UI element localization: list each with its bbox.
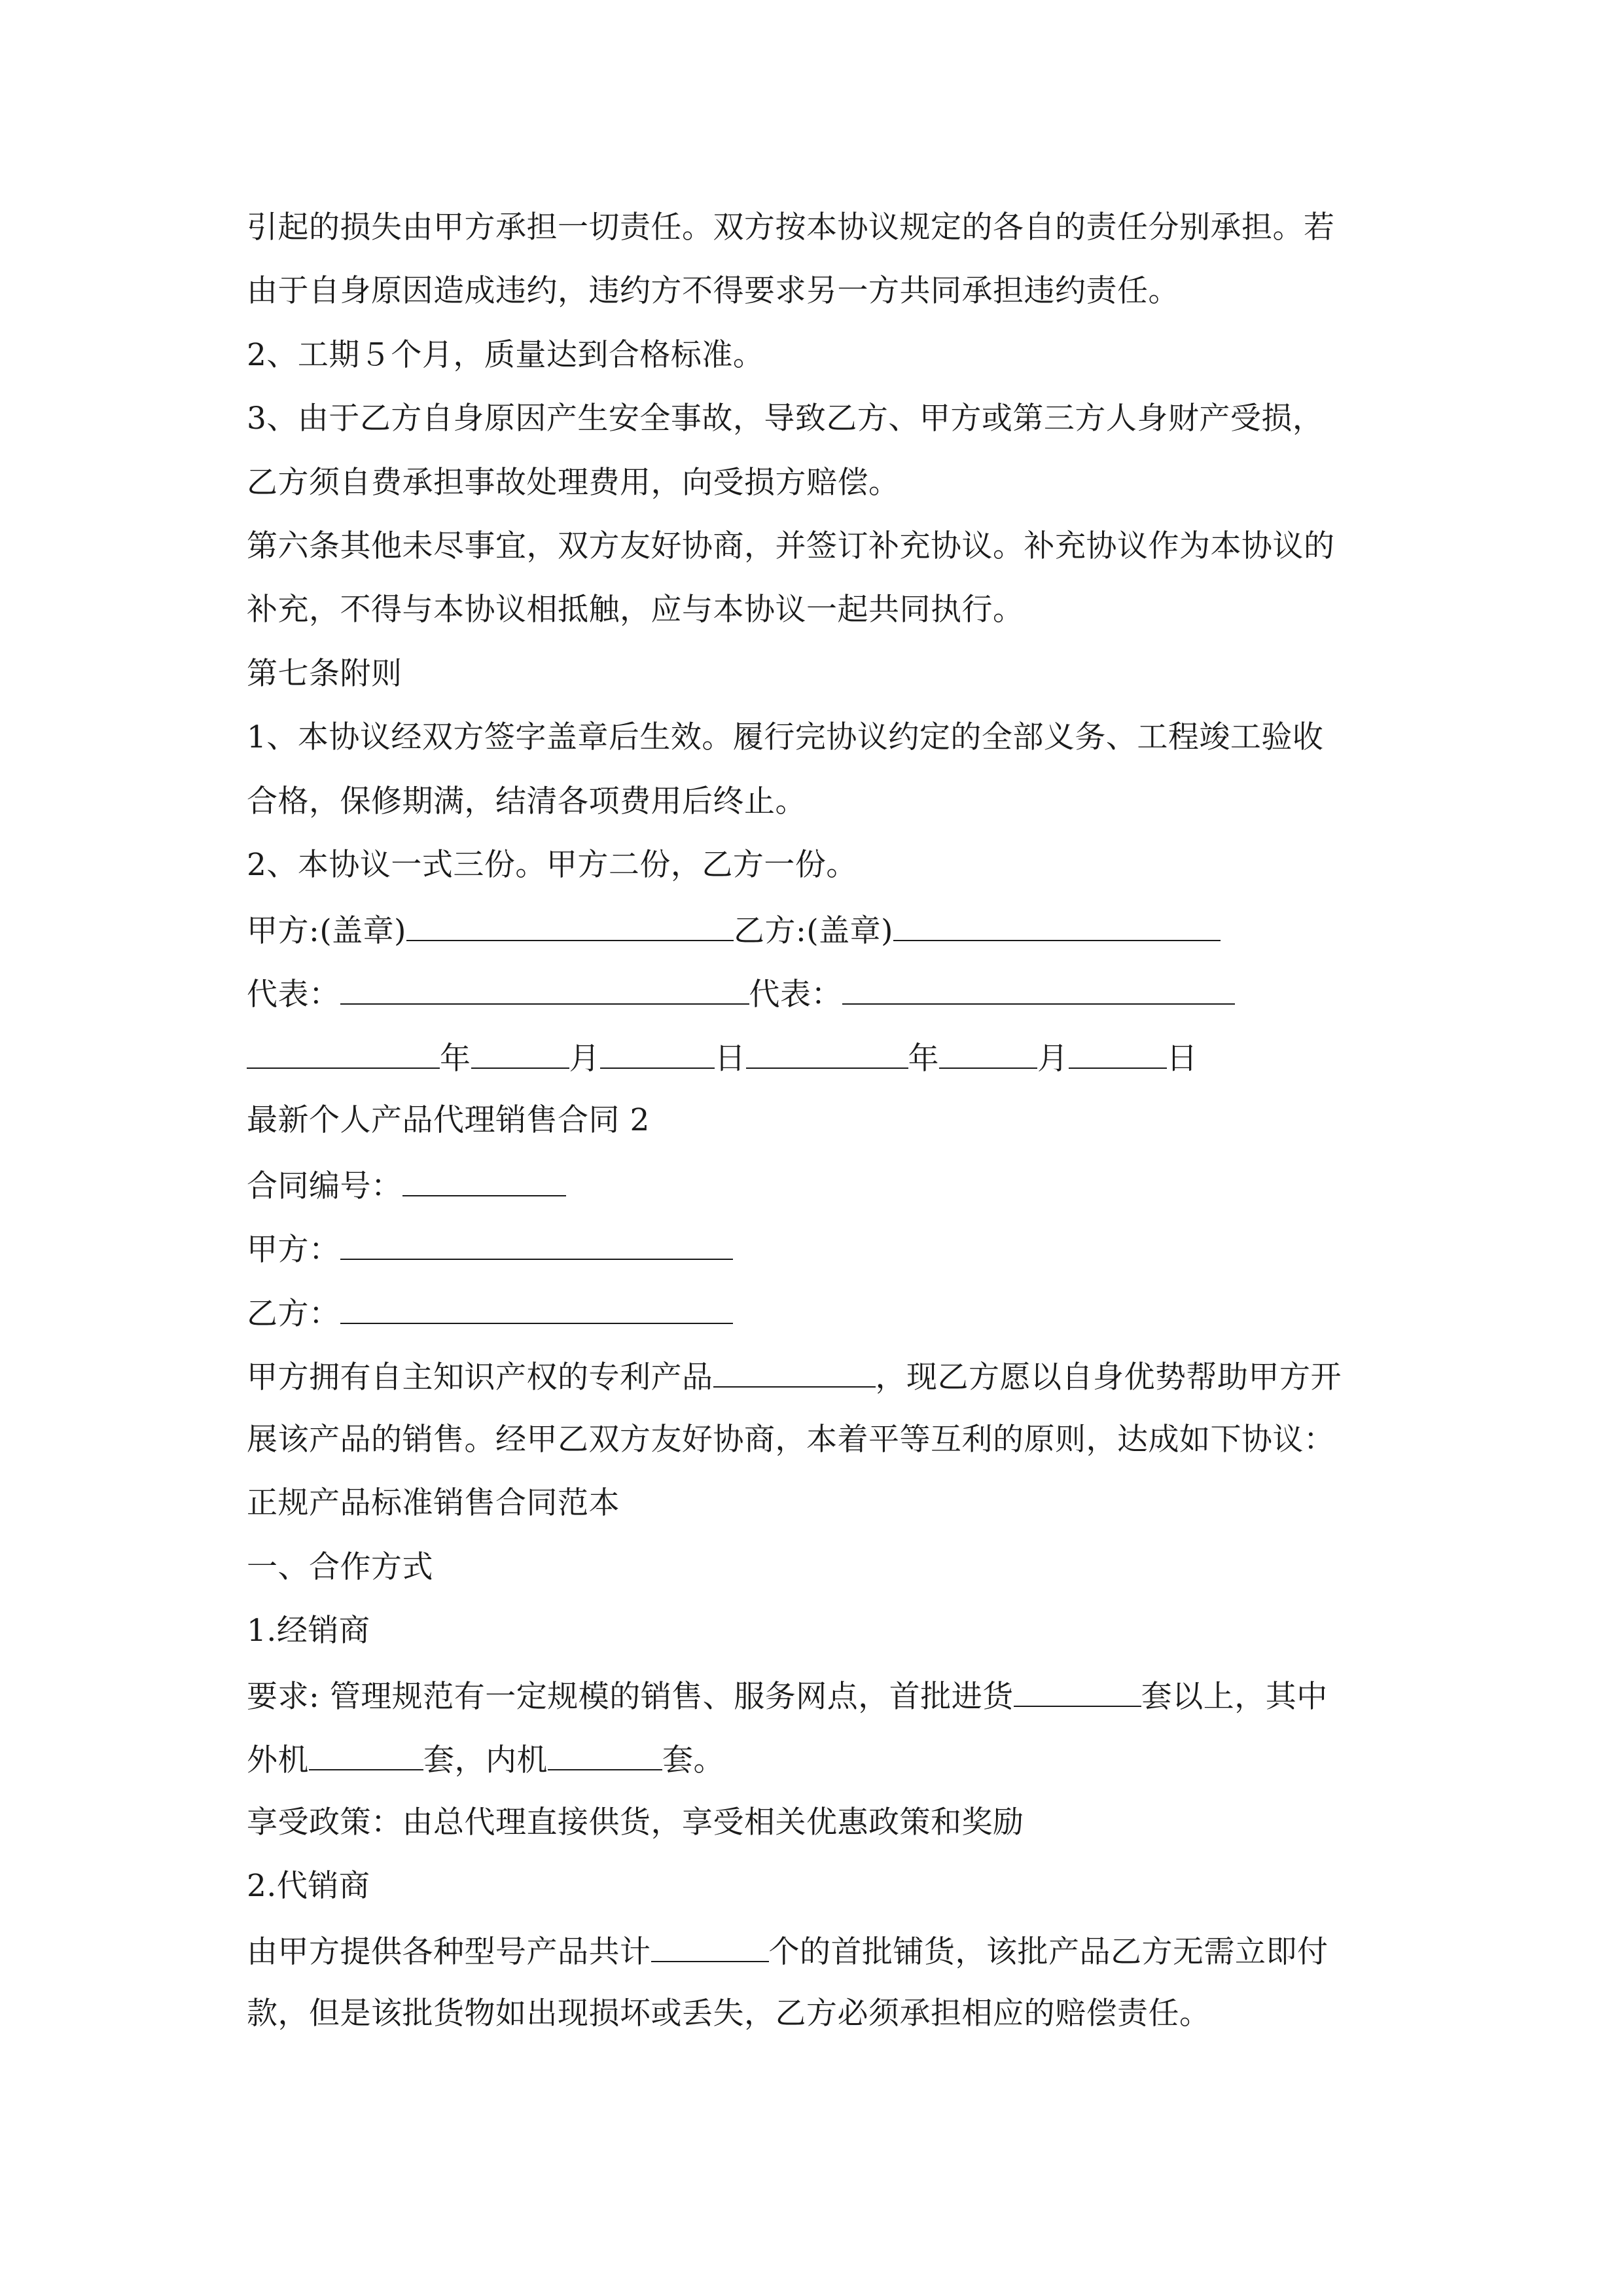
year-label: 年 xyxy=(908,1041,939,1077)
day-label: 日 xyxy=(1166,1041,1198,1077)
paragraph-line: 由于自身原因造成违约，违约方不得要求另一方共同承担违约责任。 xyxy=(247,273,1179,309)
day-label: 日 xyxy=(715,1041,746,1077)
requirement-text: 要求: 管理规范有一定规模的销售、服务网点，首批进货 xyxy=(247,1679,1014,1715)
date-a-month-blank[interactable] xyxy=(471,1037,569,1069)
party-a-blank[interactable] xyxy=(340,1229,733,1260)
section-heading: 一、合作方式 xyxy=(247,1549,433,1585)
paragraph-line: 1、本协议经双方签字盖章后生效。履行完协议约定的全部义务、工程竣工验收 xyxy=(247,719,1324,755)
requirement-text: 套以上，其中 xyxy=(1141,1679,1328,1715)
paragraph-line: 3、由于乙方自身原因产生安全事故，导致乙方、甲方或第三方人身财产受损， xyxy=(247,401,1324,437)
date-b-year-blank[interactable] xyxy=(746,1037,908,1069)
paragraph-line: 享受政策：由总代理直接供货，享受相关优惠政策和奖励 xyxy=(247,1804,1024,1840)
paragraph-line: 展该产品的销售。经甲乙双方友好协商，本着平等互利的原则，达成如下协议： xyxy=(247,1422,1335,1458)
party-b-label: 乙方： xyxy=(247,1296,340,1332)
paragraph-line: 第六条其他未尽事宜，双方友好协商，并签订补充协议。补充协议作为本协议的 xyxy=(247,528,1335,564)
contract-number-label: 合同编号： xyxy=(247,1168,402,1204)
external-units-blank[interactable] xyxy=(309,1739,423,1770)
party-a-seal-blank[interactable] xyxy=(406,910,734,941)
paragraph-line xyxy=(247,1739,1399,1778)
party-b-blank[interactable] xyxy=(340,1293,733,1324)
date-line xyxy=(247,1037,1399,1077)
party-b-seal-blank[interactable] xyxy=(893,910,1221,941)
agent-text: 由甲方提供各种型号产品共计 xyxy=(247,1934,651,1970)
paragraph-line: 款，但是该批货物如出现损坏或丢失，乙方必须承担相应的赔偿责任。 xyxy=(247,1996,1211,2032)
paragraph-line: 补充，不得与本协议相抵触，应与本协议一起共同执行。 xyxy=(247,592,1024,628)
internal-units-blank[interactable] xyxy=(548,1739,662,1770)
intro-text: 甲方拥有自主知识产权的专利产品 xyxy=(247,1359,713,1395)
party-b-seal-label: 乙方:(盖章) xyxy=(734,913,894,949)
rep-a-blank[interactable] xyxy=(340,973,749,1005)
paragraph-line xyxy=(247,1931,1399,1970)
subtitle: 正规产品标准销售合同范本 xyxy=(247,1485,620,1521)
first-order-blank[interactable] xyxy=(1014,1676,1141,1707)
paragraph-line: 2、本协议一式三份。甲方二份，乙方一份。 xyxy=(247,847,857,883)
date-b-day-blank[interactable] xyxy=(1069,1037,1167,1069)
party-a-label: 甲方： xyxy=(247,1232,340,1268)
date-a-day-blank[interactable] xyxy=(600,1037,715,1069)
party-a-seal-label: 甲方:(盖章) xyxy=(247,913,407,949)
consignment-quantity-blank[interactable] xyxy=(651,1931,769,1962)
paragraph-line: 合格，保修期满，结清各项费用后终止。 xyxy=(247,783,806,819)
date-b-month-blank[interactable] xyxy=(939,1037,1037,1069)
month-label: 月 xyxy=(1037,1041,1069,1077)
contract-title: 最新个人产品代理销售合同 2 xyxy=(247,1102,650,1138)
rep-a-label: 代表： xyxy=(247,977,340,1013)
requirement-text: 套，内机 xyxy=(423,1742,548,1778)
rep-b-blank[interactable] xyxy=(842,973,1235,1005)
rep-b-label: 代表： xyxy=(749,977,842,1013)
item-heading: 2.代销商 xyxy=(247,1868,370,1904)
paragraph-line: 乙方须自费承担事故处理费用，向受损方赔偿。 xyxy=(247,465,900,501)
contract-number-blank[interactable] xyxy=(402,1165,566,1196)
representative-line xyxy=(247,973,1399,1013)
party-b-line xyxy=(247,1293,1399,1332)
month-label: 月 xyxy=(569,1041,600,1077)
paragraph-line xyxy=(247,1356,1399,1395)
article-heading: 第七条附则 xyxy=(247,656,402,692)
paragraph-line: 2、工期５个月，质量达到合格标准。 xyxy=(247,337,764,373)
item-heading: 1.经销商 xyxy=(247,1613,370,1649)
intro-text: ，现乙方愿以自身优势帮助甲方开 xyxy=(875,1359,1342,1395)
agent-text: 个的首批铺货，该批产品乙方无需立即付 xyxy=(768,1934,1329,1970)
requirement-text: 外机 xyxy=(247,1742,309,1778)
contract-number-line xyxy=(247,1165,1399,1204)
product-name-blank[interactable] xyxy=(713,1356,876,1388)
year-label: 年 xyxy=(440,1041,471,1077)
party-a-line xyxy=(247,1229,1399,1268)
requirement-text: 套。 xyxy=(662,1742,724,1778)
seal-line xyxy=(247,910,1399,949)
paragraph-line xyxy=(247,1676,1399,1715)
paragraph-line: 引起的损失由甲方承担一切责任。双方按本协议规定的各自的责任分别承担。若 xyxy=(247,209,1335,245)
date-a-year-blank[interactable] xyxy=(247,1037,440,1069)
